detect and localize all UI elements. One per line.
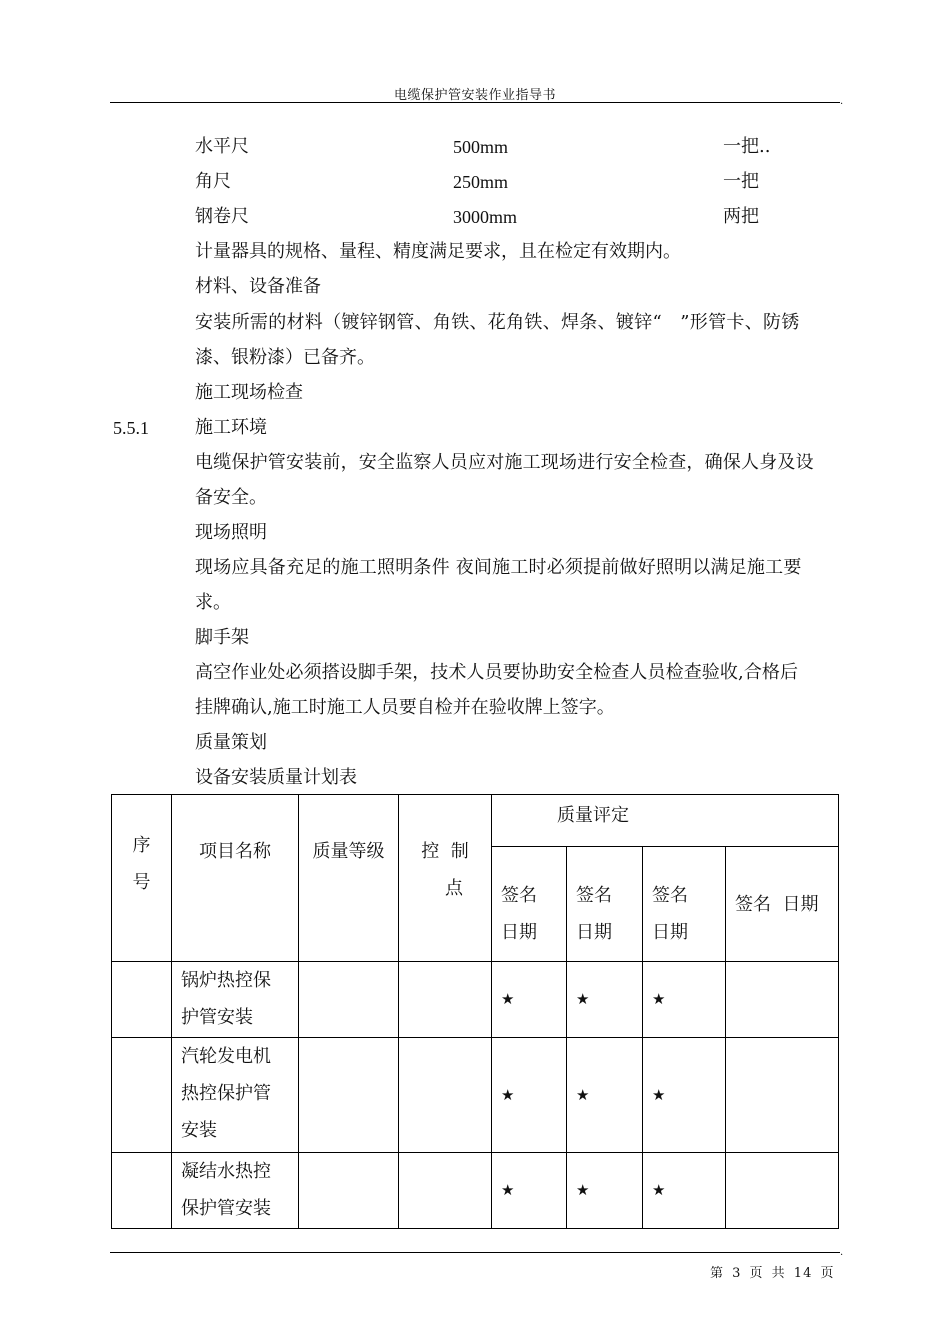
tool-qty: 一把 (723, 171, 759, 192)
project-name-line: 安装 (181, 1120, 217, 1141)
cell-seq (112, 962, 172, 1038)
header-sign: 签名 (576, 885, 612, 906)
heading-lighting: 现场照明 (195, 522, 267, 543)
star-icon: ★ (643, 1153, 726, 1229)
star-icon: ★ (492, 1153, 567, 1229)
heading-environment: 施工环境 (195, 417, 267, 438)
header-sign-date-3 (643, 847, 726, 962)
cell-sign-date (726, 1153, 839, 1229)
header-seq-line: 序 (132, 835, 151, 856)
cell-sign-date (726, 962, 839, 1038)
tool-name: 钢卷尺 (195, 206, 249, 227)
cell-control (399, 1038, 492, 1153)
header-sign: 签名 (501, 885, 537, 906)
header-sign-date-4: 签名 日期 (726, 847, 839, 962)
project-name-line: 保护管安装 (181, 1198, 271, 1219)
tool-spec: 250mm (453, 172, 509, 192)
header-sign-date-1 (492, 847, 567, 962)
cell-seq (112, 1153, 172, 1229)
cell-project-name (172, 1038, 299, 1153)
header-sign-date-2 (567, 847, 643, 962)
paragraph-lighting: 现场应具备充足的施工照明条件 夜间施工时必须提前做好照明以满足施工要 (195, 557, 802, 578)
star-icon: ★ (567, 962, 643, 1038)
project-name-line: 护管安装 (181, 1007, 253, 1028)
heading-materials: 材料、设备准备 (195, 276, 321, 297)
paragraph-environment-cont: 备安全。 (195, 487, 267, 508)
table-caption: 设备安装质量计划表 (195, 767, 357, 788)
table-row (112, 962, 839, 1038)
star-icon: ★ (567, 1153, 643, 1229)
heading-scaffold: 脚手架 (195, 627, 249, 648)
header-control-point (399, 795, 492, 962)
table-row (112, 1038, 839, 1153)
paragraph-instruments: 计量器具的规格、量程、精度满足要求，且在检定有效期内。 (195, 241, 681, 262)
star-icon: ★ (567, 1038, 643, 1153)
table-row (112, 1153, 839, 1229)
heading-quality: 质量策划 (195, 732, 267, 753)
header-quality-evaluation: 质量评定 (492, 795, 839, 847)
cell-grade (299, 1153, 399, 1229)
header-date: 日期 (501, 922, 537, 943)
star-icon: ★ (492, 962, 567, 1038)
header-project-name: 项目名称 (172, 795, 299, 962)
footer-rule-mark: . (840, 1247, 844, 1258)
header-rule (110, 102, 840, 103)
paragraph-scaffold-cont: 挂牌确认,施工时施工人员要自检并在验收牌上签字。 (195, 697, 615, 718)
cell-grade (299, 962, 399, 1038)
header-control-line: 点 (445, 878, 463, 899)
star-icon: ★ (643, 1038, 726, 1153)
paragraph-materials: 安装所需的材料（镀锌钢管、角铁、花角铁、焊条、镀锌“ ”形管卡、防锈 (195, 312, 800, 333)
header-sign: 签名 (652, 885, 688, 906)
document-header: 电缆保护管安装作业指导书 (393, 88, 556, 103)
cell-control (399, 1153, 492, 1229)
cell-control (399, 962, 492, 1038)
project-name-line: 锅炉热控保 (181, 970, 271, 991)
header-control-line: 控 制 (421, 841, 469, 862)
cell-project-name (172, 1153, 299, 1229)
header-date: 日期 (652, 922, 688, 943)
star-icon: ★ (643, 962, 726, 1038)
header-date: 日期 (576, 922, 612, 943)
paragraph-lighting-cont: 求。 (195, 592, 231, 613)
cell-seq (112, 1038, 172, 1153)
section-number: 5.5.1 (113, 418, 149, 438)
star-icon: ★ (492, 1038, 567, 1153)
project-name-line: 热控保护管 (181, 1083, 271, 1104)
tool-name: 角尺 (195, 171, 231, 192)
tool-spec: 3000mm (453, 207, 518, 227)
cell-sign-date (726, 1038, 839, 1153)
header-quality-grade: 质量等级 (299, 795, 399, 962)
tool-name: 水平尺 (195, 136, 249, 157)
header-seq-line: 号 (132, 872, 151, 893)
project-name-line: 凝结水热控 (181, 1161, 271, 1182)
footer-rule (110, 1252, 840, 1253)
paragraph-scaffold: 高空作业处必须搭设脚手架，技术人员要协助安全检查人员检查验收,合格后 (195, 662, 799, 683)
tool-spec: 500mm (453, 137, 509, 157)
project-name-line: 汽轮发电机 (181, 1046, 271, 1067)
header-rule-mark: . (840, 96, 844, 107)
page-number: 第 3 页 共 14 页 (710, 1266, 835, 1281)
tool-qty: 一把.. (723, 136, 771, 157)
header-seq (112, 795, 172, 962)
cell-grade (299, 1038, 399, 1153)
paragraph-materials-cont: 漆、银粉漆）已备齐。 (195, 347, 375, 368)
quality-plan-table (111, 794, 839, 1229)
tool-qty: 两把 (723, 206, 759, 227)
cell-project-name (172, 962, 299, 1038)
paragraph-environment: 电缆保护管安装前，安全监察人员应对施工现场进行安全检查，确保人身及设 (195, 452, 814, 473)
heading-site-check: 施工现场检查 (195, 382, 303, 403)
